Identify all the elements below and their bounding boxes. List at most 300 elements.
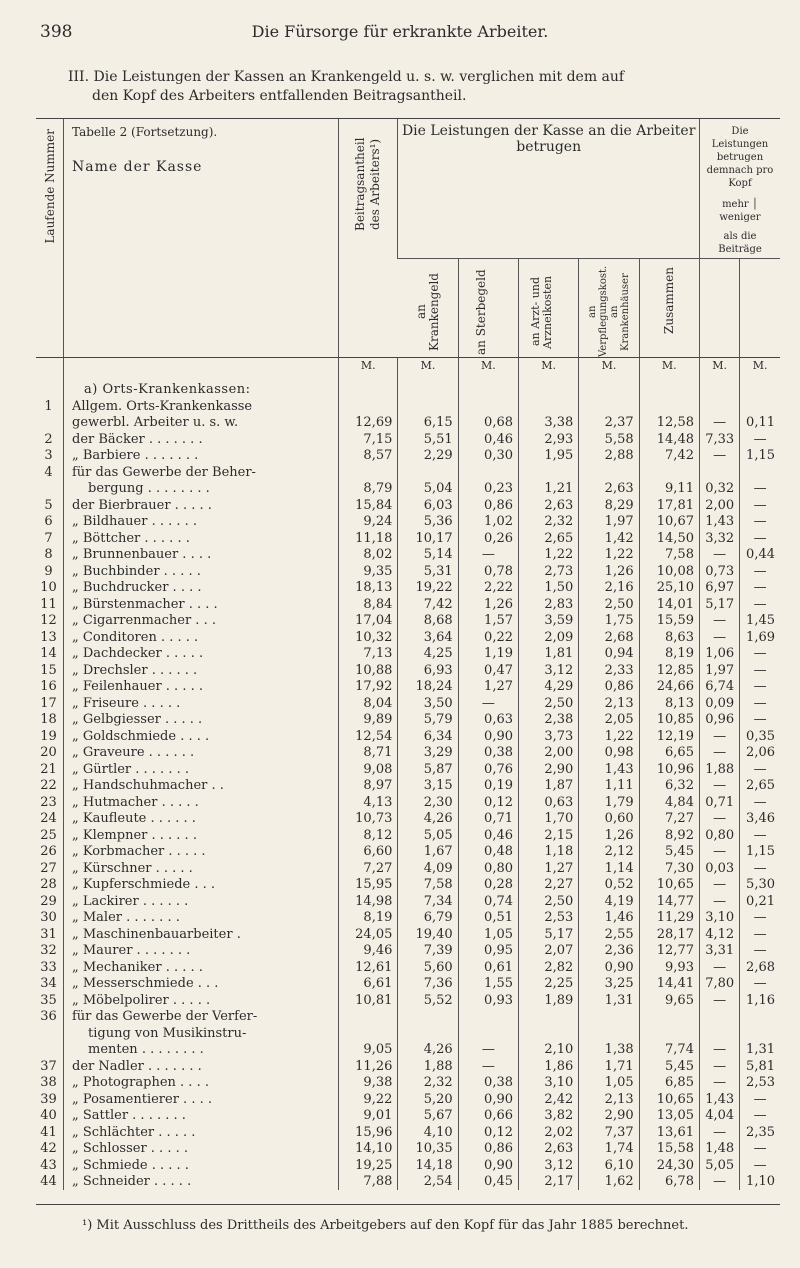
cell-zusammen: 7,42 [639,448,699,465]
cell-krankengeld: 7,58 [398,877,458,894]
cell-arzt: 2,90 [519,761,579,778]
cell-sterbegeld: 0,86 [458,497,518,514]
table-row [36,1124,780,1141]
cell-sterbegeld: 1,27 [458,679,518,696]
cell-mehr: — [699,415,739,432]
table-row [36,712,780,729]
cell-zusammen: 13,05 [639,1108,699,1125]
cell-sterbegeld: 0,78 [458,563,518,580]
cell-verpflegung: 2,05 [579,712,639,729]
cell-mehr: 1,06 [699,646,739,663]
cell-weniger [740,398,780,415]
cell-sterbegeld [458,1025,518,1042]
cell-mehr: 1,43 [699,1091,739,1108]
cell-krankengeld [398,398,458,415]
table-row [36,547,780,564]
cell-nr: 26 [40,844,57,859]
cell-beitrag: 15,95 [339,877,398,894]
cell-name: „ Schlächter . . . . . [64,1124,339,1141]
cell-beitrag: 8,04 [339,695,398,712]
cell-name: „ Mechaniker . . . . . [64,959,339,976]
cell-krankengeld: 4,26 [398,811,458,828]
cell-nr: 42 [40,1141,57,1156]
cell-mehr: 0,09 [699,695,739,712]
cell-name: „ Maschinenbauarbeiter . [64,926,339,943]
cell-sterbegeld: 0,23 [458,481,518,498]
cell-arzt: 1,22 [519,547,579,564]
cell-sterbegeld: 0,86 [458,1141,518,1158]
table-row [36,976,780,993]
cell-mehr: — [699,1174,739,1191]
cell-nr: 40 [40,1108,57,1123]
cell-weniger: — [740,514,780,531]
cell-verpflegung: 0,86 [579,679,639,696]
cell-beitrag: 9,46 [339,943,398,960]
cell-arzt: 2,00 [519,745,579,762]
cell-krankengeld: 7,34 [398,893,458,910]
cell-name: für das Gewerbe der Verfer- [64,1009,339,1026]
col-header-krankengeld-text: an Krankengeld [413,273,441,351]
cell-mehr [699,398,739,415]
cell-name: Allgem. Orts-Krankenkasse [64,398,339,415]
table-row [36,596,780,613]
cell-verpflegung [579,1009,639,1026]
table-row [36,827,780,844]
cell-verpflegung [579,464,639,481]
cell-nr: 43 [40,1157,57,1173]
cell-nr: 5 [44,497,53,513]
cell-weniger [740,464,780,481]
cell-mehr: — [699,629,739,646]
cell-nr: 33 [40,959,57,975]
col-header-name [64,119,339,358]
cell-weniger: — [740,563,780,580]
cell-krankengeld: 4,26 [398,1042,458,1059]
table-row [36,1009,780,1026]
col-header-arzt-text: an Arzt- und Arzneikosten [528,275,554,349]
table-row [36,794,780,811]
cell-weniger: — [740,596,780,613]
cell-nr: 2 [44,431,53,447]
cell-krankengeld [398,1025,458,1042]
cell-name: „ Conditoren . . . . . [64,629,339,646]
cell-krankengeld: 5,04 [398,481,458,498]
group-header-vergleich [699,119,780,259]
cell-arzt: 2,02 [519,1124,579,1141]
cell-beitrag: 24,05 [339,926,398,943]
cell-weniger: — [740,827,780,844]
cell-sterbegeld: 0,66 [458,1108,518,1125]
cell-verpflegung: 2,63 [579,481,639,498]
cell-arzt: 2,63 [519,1141,579,1158]
cell-weniger [740,1025,780,1042]
cell-beitrag: 8,19 [339,910,398,927]
table-row [36,695,780,712]
cell-name: „ Schlosser . . . . . [64,1141,339,1158]
unit-mehr: M. [699,358,739,373]
cell-arzt: 1,81 [519,646,579,663]
cell-verpflegung: 3,25 [579,976,639,993]
cell-zusammen: 7,74 [639,1042,699,1059]
cell-verpflegung: 1,79 [579,794,639,811]
cell-verpflegung: 2,55 [579,926,639,943]
cell-nr: 27 [40,860,57,876]
cell-zusammen: 11,29 [639,910,699,927]
cell-weniger: — [740,646,780,663]
cell-krankengeld: 3,29 [398,745,458,762]
cell-nr: 9 [44,563,53,579]
cell-weniger: 1,10 [740,1174,780,1191]
cell-name: „ Korbmacher . . . . . [64,844,339,861]
cell-weniger: — [740,1157,780,1174]
cell-mehr: 0,71 [699,794,739,811]
cell-verpflegung: 1,46 [579,910,639,927]
mehr-weniger-row: mehr │ weniger [719,199,761,223]
cell-arzt: 2,93 [519,431,579,448]
cell-arzt: 2,17 [519,1174,579,1191]
cell-beitrag [339,1025,398,1042]
cell-mehr: 7,33 [699,431,739,448]
cell-nr: 7 [44,530,53,546]
cell-zusammen: 10,65 [639,877,699,894]
cell-zusammen: 24,66 [639,679,699,696]
cell-mehr: — [699,877,739,894]
cell-arzt: 2,07 [519,943,579,960]
cell-arzt: 2,10 [519,1042,579,1059]
cell-beitrag: 18,13 [339,580,398,597]
cell-weniger: — [740,761,780,778]
cell-nr: 8 [44,547,53,562]
cell-mehr: — [699,1075,739,1092]
cell-krankengeld: 2,54 [398,1174,458,1191]
cell-beitrag: 11,26 [339,1058,398,1075]
cell-weniger: — [740,712,780,729]
running-head: Die Fürsorge für erkrankte Arbeiter. [251,22,549,41]
cell-verpflegung: 2,90 [579,1108,639,1125]
cell-weniger: — [740,1108,780,1125]
cell-sterbegeld: 1,57 [458,613,518,630]
table-row [36,811,780,828]
cell-name: „ Kaufleute . . . . . . [64,811,339,828]
cell-mehr: 5,17 [699,596,739,613]
cell-krankengeld: 3,50 [398,695,458,712]
cell-zusammen: 28,17 [639,926,699,943]
cell-name: „ Buchdrucker . . . . [64,580,339,597]
cell-name: „ Gelbgiesser . . . . . [64,712,339,729]
cell-weniger: — [740,530,780,547]
cell-weniger: 0,44 [740,547,780,564]
cell-nr: 35 [40,992,57,1008]
cell-nr: 16 [40,679,57,694]
cell-arzt: 2,32 [519,514,579,531]
cell-arzt: 2,15 [519,827,579,844]
cell-beitrag: 12,61 [339,959,398,976]
cell-name: der Bäcker . . . . . . . [64,431,339,448]
col-header-verpflegung-text: an Verpflegungskost. an Krankenhäuser [586,265,631,357]
col-header-verpflegung [579,259,639,358]
cell-arzt: 3,12 [519,662,579,679]
cell-weniger: 2,06 [740,745,780,762]
cell-name: „ Schmiede . . . . . [64,1157,339,1174]
cell-krankengeld: 8,68 [398,613,458,630]
cell-name: „ Brunnenbauer . . . . [64,547,339,564]
cell-nr: 29 [40,893,57,909]
cell-zusammen: 9,93 [639,959,699,976]
cell-verpflegung: 1,62 [579,1174,639,1191]
unit-krankengeld: M. [398,358,458,373]
cell-mehr: 0,03 [699,860,739,877]
cell-verpflegung: 7,37 [579,1124,639,1141]
cell-beitrag [339,1009,398,1026]
cell-weniger [740,1009,780,1026]
table-row [36,1042,780,1059]
cell-nr [36,415,64,432]
cell-mehr: — [699,613,739,630]
cell-name: „ Bildhauer . . . . . . [64,514,339,531]
cell-arzt: 1,87 [519,778,579,795]
table-row [36,1108,780,1125]
cell-mehr: — [699,1042,739,1059]
cell-weniger: — [740,910,780,927]
table-row [36,431,780,448]
col-header-arzt [519,259,579,358]
cell-beitrag: 14,98 [339,893,398,910]
cell-krankengeld: 1,67 [398,844,458,861]
cell-krankengeld: 5,79 [398,712,458,729]
cell-mehr: 3,32 [699,530,739,547]
cell-zusammen: 8,63 [639,629,699,646]
cell-sterbegeld: 1,55 [458,976,518,993]
cell-name: „ Kürschner . . . . . [64,860,339,877]
cell-sterbegeld [458,464,518,481]
cell-zusammen: 9,65 [639,992,699,1009]
cell-sterbegeld: 1,02 [458,514,518,531]
cell-weniger: 0,21 [740,893,780,910]
cell-krankengeld: 4,10 [398,1124,458,1141]
cell-mehr: 2,00 [699,497,739,514]
group-header-leistungen: Die Leistungen der Kasse an die Arbeiter betrugen [398,119,700,259]
cell-nr: 24 [40,811,57,826]
cell-krankengeld: 7,36 [398,976,458,993]
cell-arzt: 4,29 [519,679,579,696]
cell-verpflegung: 2,88 [579,448,639,465]
table-row [36,1141,780,1158]
unit-verpflegung: M. [579,358,639,373]
cell-beitrag: 9,89 [339,712,398,729]
cell-beitrag: 8,79 [339,481,398,498]
cell-mehr: 0,32 [699,481,739,498]
cell-sterbegeld: 1,19 [458,646,518,663]
table-row [36,943,780,960]
cell-sterbegeld: 0,71 [458,811,518,828]
table-row [36,1058,780,1075]
cell-name: „ Hutmacher . . . . . [64,794,339,811]
cell-verpflegung: 1,75 [579,613,639,630]
table-row [36,1157,780,1174]
table-row [36,893,780,910]
cell-mehr: 3,31 [699,943,739,960]
cell-sterbegeld: — [458,695,518,712]
cell-krankengeld: 5,67 [398,1108,458,1125]
table-body [36,372,780,1190]
cell-beitrag: 9,01 [339,1108,398,1125]
cell-name: menten . . . . . . . . [64,1042,339,1059]
cell-verpflegung: 0,60 [579,811,639,828]
table-row [36,745,780,762]
cell-sterbegeld: 0,63 [458,712,518,729]
cell-krankengeld: 18,24 [398,679,458,696]
cell-sterbegeld: 0,47 [458,662,518,679]
cell-weniger: — [740,497,780,514]
cell-verpflegung: 1,14 [579,860,639,877]
unit-beitrag: M. [339,358,398,373]
cell-mehr: 0,96 [699,712,739,729]
table-row [36,992,780,1009]
cell-zusammen: 8,92 [639,827,699,844]
cell-zusammen: 24,30 [639,1157,699,1174]
cell-nr: 25 [40,827,57,843]
table-row [36,497,780,514]
group-header-vergleich-text: Die Leistungen betrugen demnach pro Kopf [706,126,774,189]
cell-verpflegung: 8,29 [579,497,639,514]
cell-arzt: 1,70 [519,811,579,828]
cell-zusammen: 5,45 [639,1058,699,1075]
cell-nr: 13 [40,629,57,645]
cell-arzt [519,1009,579,1026]
cell-krankengeld: 5,05 [398,827,458,844]
cell-sterbegeld: 0,38 [458,745,518,762]
cell-verpflegung: 0,94 [579,646,639,663]
cell-beitrag: 9,05 [339,1042,398,1059]
data-table [36,119,780,1190]
cell-beitrag [339,398,398,415]
cell-zusammen: 5,45 [639,844,699,861]
cell-arzt: 2,42 [519,1091,579,1108]
table-row [36,910,780,927]
cell-arzt: 3,38 [519,415,579,432]
col-header-nr-text: Laufende Nummer [42,129,57,244]
cell-krankengeld: 10,17 [398,530,458,547]
cell-mehr [699,1025,739,1042]
cell-verpflegung: 2,36 [579,943,639,960]
cell-arzt: 0,63 [519,794,579,811]
table-row [36,679,780,696]
cell-krankengeld: 7,42 [398,596,458,613]
cell-nr: 41 [40,1124,57,1140]
cell-sterbegeld: 0,38 [458,1075,518,1092]
table-row [36,1091,780,1108]
cell-beitrag: 6,60 [339,844,398,861]
cell-arzt: 1,95 [519,448,579,465]
cell-beitrag: 11,18 [339,530,398,547]
cell-name: „ Handschuhmacher . . [64,778,339,795]
cell-name: „ Sattler . . . . . . . [64,1108,339,1125]
cell-zusammen: 7,27 [639,811,699,828]
cell-arzt: 2,65 [519,530,579,547]
cell-weniger: — [740,695,780,712]
cell-nr: 3 [44,448,53,463]
cell-mehr: 6,74 [699,679,739,696]
cell-arzt: 3,59 [519,613,579,630]
cell-arzt: 1,50 [519,580,579,597]
table-row [36,662,780,679]
cell-sterbegeld: 0,93 [458,992,518,1009]
col-header-sterbegeld [458,259,518,358]
cell-zusammen [639,398,699,415]
cell-weniger: 2,35 [740,1124,780,1141]
cell-verpflegung: 1,71 [579,1058,639,1075]
cell-verpflegung: 2,12 [579,844,639,861]
table-caption [68,68,740,106]
cell-nr: 11 [40,596,57,612]
col-header-sterbegeld-text: an Sterbegeld [474,269,489,355]
cell-name: für das Gewerbe der Beher- [64,464,339,481]
cell-nr: 30 [40,910,57,925]
table-row [36,728,780,745]
cell-name: „ Böttcher . . . . . . [64,530,339,547]
cell-sterbegeld: 0,68 [458,415,518,432]
cell-verpflegung: 0,90 [579,959,639,976]
cell-beitrag: 9,35 [339,563,398,580]
table-row [36,926,780,943]
cell-mehr: — [699,728,739,745]
cell-nr: 28 [40,877,57,892]
table-row [36,398,780,415]
cell-weniger: 0,11 [740,415,780,432]
cell-verpflegung: 1,22 [579,728,639,745]
cell-krankengeld: 4,25 [398,646,458,663]
cell-verpflegung: 0,98 [579,745,639,762]
cell-mehr: — [699,959,739,976]
cell-sterbegeld: 0,30 [458,448,518,465]
cell-name: „ Schneider . . . . . [64,1174,339,1191]
cell-beitrag: 10,88 [339,662,398,679]
cell-mehr: — [699,448,739,465]
cell-verpflegung: 4,19 [579,893,639,910]
cell-beitrag: 7,88 [339,1174,398,1191]
cell-mehr: 1,97 [699,662,739,679]
table-row [36,959,780,976]
cell-weniger: — [740,662,780,679]
cell-verpflegung: 1,42 [579,530,639,547]
cell-mehr: — [699,844,739,861]
unit-sterbegeld: M. [458,358,518,373]
cell-verpflegung: 2,33 [579,662,639,679]
cell-weniger: 1,16 [740,992,780,1009]
cell-krankengeld: 10,35 [398,1141,458,1158]
label-als-beitraege: als die Beiträge [718,231,762,255]
cell-verpflegung: 2,50 [579,596,639,613]
cell-nr: 15 [40,662,57,678]
cell-zusammen: 12,77 [639,943,699,960]
cell-sterbegeld: 0,61 [458,959,518,976]
cell-nr: 34 [40,976,57,991]
cell-krankengeld: 19,40 [398,926,458,943]
cell-arzt: 5,17 [519,926,579,943]
page-header [40,22,760,44]
table-row [36,415,780,432]
label-mehr: mehr [722,199,749,210]
cell-mehr: — [699,1058,739,1075]
cell-krankengeld: 5,31 [398,563,458,580]
cell-zusammen: 6,85 [639,1075,699,1092]
cell-weniger: — [740,481,780,498]
cell-name: „ Messerschmiede . . . [64,976,339,993]
table-row [36,860,780,877]
cell-beitrag: 17,92 [339,679,398,696]
cell-nr: 37 [40,1058,57,1074]
col-header-zusammen-text: Zusammen [662,267,677,334]
